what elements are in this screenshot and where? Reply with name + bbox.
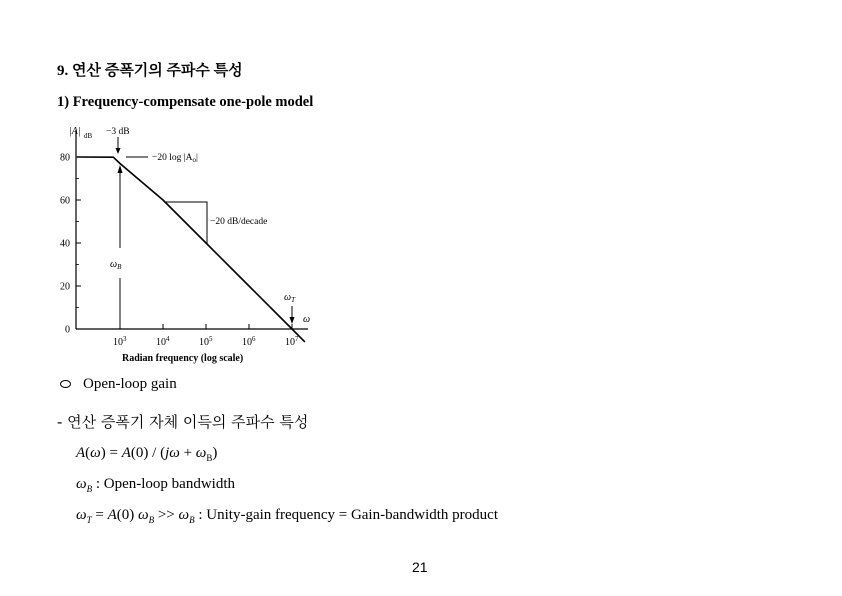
y-tick-label: 20 — [60, 281, 70, 293]
equation-unity-gain-frequency: $\omega_T = A(0) \omega_B >> \omega_B$ : Unity-gain frequency = Gain-bandwidth product — [76, 507, 498, 525]
equation-open-loop-bandwidth: $\omega_B$ : Open-loop bandwidth — [76, 476, 235, 494]
subsection-heading: 1) Frequency-compensate one-pole model — [57, 94, 314, 110]
x-tick-label: $10^4$ — [156, 335, 170, 348]
y-tick-label: 80 — [60, 152, 70, 164]
dc-gain-label: −20 $\log |A_o|$ — [152, 153, 198, 164]
circle-bullet-icon — [60, 380, 71, 388]
minus-3db-label: −3 dB — [106, 127, 130, 137]
page-number: 21 — [412, 559, 428, 575]
y-axis-label-unit: dB — [84, 132, 93, 140]
x-tick-label: $10^6$ — [242, 335, 256, 348]
y-tick-label: 60 — [60, 195, 70, 207]
x-tick-label: $10^3$ — [113, 335, 127, 348]
bullet-text: Open-loop gain — [83, 376, 177, 392]
omega-axis-label: ω — [303, 314, 311, 325]
description-text: - 연산 증폭기 자체 이득의 주파수 특성 — [57, 413, 309, 431]
y-tick-label: 40 — [60, 238, 70, 250]
frequency-response-line — [77, 157, 305, 342]
x-axis-label: Radian frequency (log scale) — [122, 353, 244, 364]
section-heading: 9. 연산 증폭기의 주파수 특성 — [57, 63, 243, 79]
omega-b-label: $\omega_B$ — [110, 259, 122, 271]
bullet-line — [57, 376, 177, 393]
minus-3db-arrow-head — [116, 148, 121, 154]
x-tick-label: $10^5$ — [199, 335, 213, 348]
bode-plot-chart — [52, 120, 322, 368]
omega-t-arrow-head — [290, 317, 295, 324]
omega-t-label: $\omega_T$ — [284, 292, 295, 304]
y-tick-label: 0 — [65, 324, 70, 336]
omega-b-arrow-head — [118, 165, 123, 173]
slope-label: −20 dB/decade — [210, 217, 268, 227]
equation-transfer-function: $A(\omega) = A(0) / (j\omega + \omega_B)$ — [76, 445, 218, 463]
x-tick-label: $10^7$ — [285, 335, 299, 348]
y-axis-label: |A| — [69, 126, 81, 137]
